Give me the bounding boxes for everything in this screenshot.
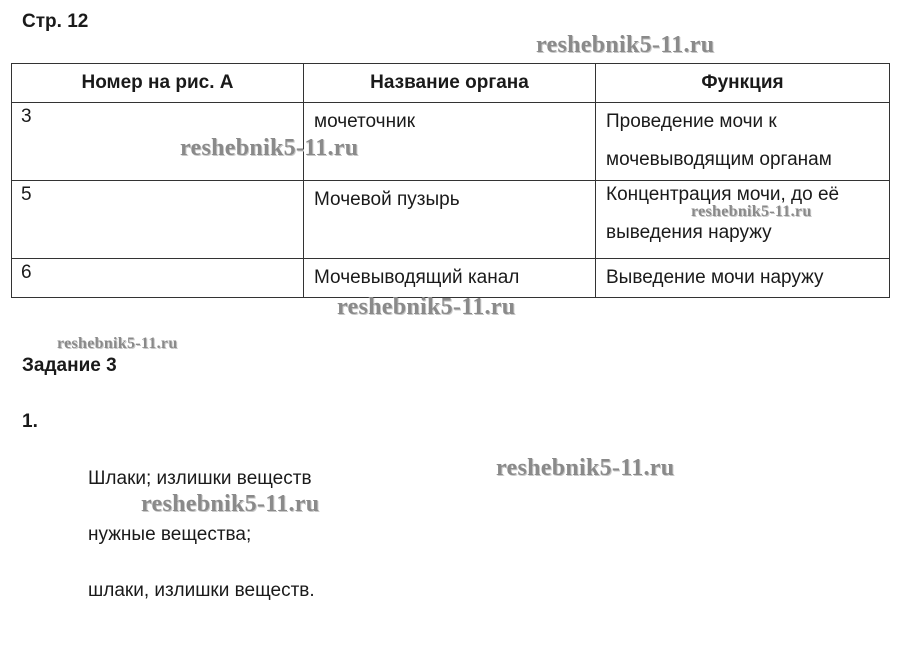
cell-function [596, 103, 890, 181]
table-header-row [12, 64, 890, 103]
watermark: reshebnik5-11.ru [536, 32, 715, 58]
answer-line: шлаки, излишки веществ. [88, 580, 315, 601]
cell-number: 6 [12, 259, 304, 298]
header-number: Номер на рис. А [12, 64, 304, 103]
answer-line: Шлаки; излишки веществ [88, 468, 312, 489]
cell-function [596, 259, 890, 298]
item-number: 1. [22, 411, 38, 432]
page-label: Стр. 12 [22, 11, 89, 32]
header-function: Функция [596, 64, 890, 103]
table-row [12, 259, 890, 298]
table-row [12, 103, 890, 181]
function-line: мочевыводящим органам [606, 149, 832, 170]
function-line: Проведение мочи к [606, 111, 777, 132]
watermark: reshebnik5-11.ru [337, 294, 516, 320]
cell-organ [304, 259, 596, 298]
header-organ: Название органа [304, 64, 596, 103]
cell-organ [304, 181, 596, 259]
function-line: Концентрация мочи, до её [606, 184, 840, 205]
answer-line: нужные вещества; [88, 524, 252, 545]
function-line: Выведение мочи наружу [606, 267, 824, 288]
organ-text: Мочевыводящий канал [314, 267, 520, 288]
watermark: reshebnik5-11.ru [180, 135, 359, 161]
watermark: reshebnik5-11.ru [496, 455, 675, 481]
organ-table [11, 63, 890, 298]
watermark: reshebnik5-11.ru [691, 203, 812, 220]
cell-number: 5 [12, 181, 304, 259]
watermark: reshebnik5-11.ru [57, 335, 178, 352]
task-title: Задание 3 [22, 355, 117, 376]
cell-number: 3 [12, 103, 304, 181]
watermark: reshebnik5-11.ru [141, 491, 320, 517]
organ-text: мочеточник [314, 111, 416, 132]
organ-text: Мочевой пузырь [314, 189, 460, 210]
function-line: выведения наружу [606, 222, 772, 243]
